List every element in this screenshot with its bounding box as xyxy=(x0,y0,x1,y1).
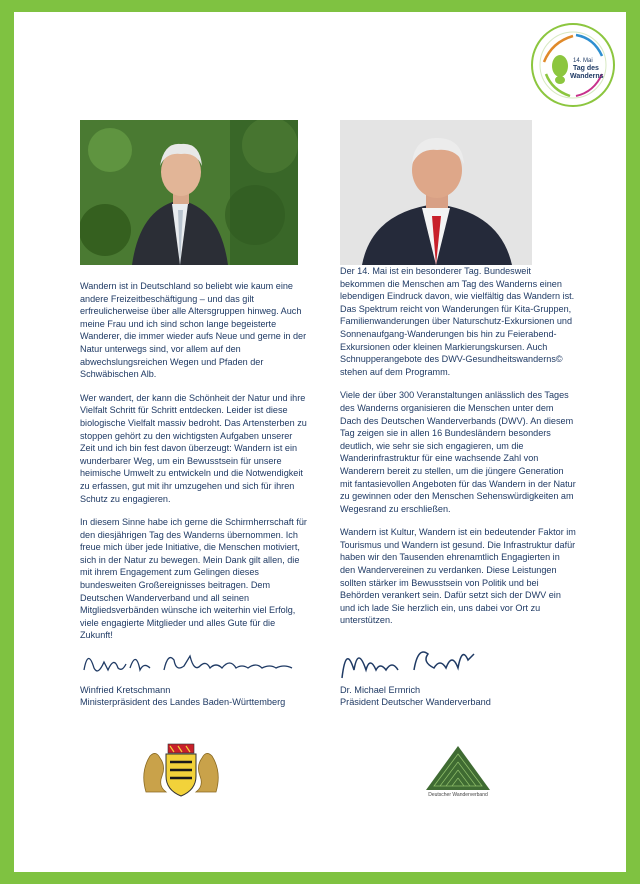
signatory-kretschmann xyxy=(80,684,285,709)
signatory-title: Ministerpräsident des Landes Baden-Württemberg xyxy=(80,697,286,708)
paragraph: In diesem Sinne habe ich gerne die Schirmherrschaft für den diesjährigen Tag des Wanderns übernommen. Ich freue mich über jede Initiative, die Menschen motiviert, sich in der Natur zu bewegen. Mein Dank gilt allen, die mit ihrem Engagement zum Gelingen dieses bundesweiten Großereignisses beitragen. Dem Deutschen Wanderverband und all seinen Mitgliedsverbänden wünsche ich weiterhin viel Erfolg, viele engagierte Mitglieder und alles Gute für die Zukunft! xyxy=(80,517,307,641)
portrait-kretschmann xyxy=(80,120,298,265)
svg-text:Wanderns: Wanderns xyxy=(570,73,604,80)
svg-text:14. Mai: 14. Mai xyxy=(573,58,593,64)
paragraph: Wer wandert, der kann die Schönheit der Natur und ihre Vielfalt Schritt für Schritt entdecken. Leider ist diese biologische Vielfalt massiv bedroht. Das Artensterben zu stoppen gehört zu den wichtigsten Aufgaben unserer Zeit und ich bin fest davon überzeugt: Wandern ist ein wunderbarer Weg, um ein Bewusstsein für unsere heimische Umwelt zu entwickeln und die Notwendigkeit zu erfassen, gut mit ihr umzugehen und sich für ihren Schutz zu engagieren. xyxy=(80,392,307,504)
dwv-label: Deutscher Wanderverband xyxy=(428,792,488,798)
signatory-name: Dr. Michael Ermrich xyxy=(340,685,421,695)
signature-ermrich xyxy=(336,640,486,682)
text-column-ermrich xyxy=(340,265,576,638)
paragraph: Der 14. Mai ist ein besonderer Tag. Bundesweit bekommen die Menschen am Tag des Wanderns einen lebendigen Eindruck davon, wie vielfältig das Wandern ist. Das Spektrum reicht von Wanderungen für Kita-Gruppen, Familienwanderungen über Naturschutz-Exkursionen und Sonnenaufgang-Wanderungen bis hin zu Feierabend-Exkursionen oder kleinen Markierungskursen. Auch Schnupperangebote des DWV-Gesundheitswanderns© stehen auf dem Programm. xyxy=(340,266,575,377)
footprint-icon xyxy=(552,55,568,77)
paragraph: Wandern ist in Deutschland so beliebt wie kaum eine andere Freizeitbeschäftigung – und das gilt erfreulicherweise über alle Altersgruppen hinweg. Auch meine Frau und ich sind schon lange begeisterte Wanderer, die immer wieder aufs Neue und gerne in der Natur unterwegs sind, vor allem auf den abwechslungsreichen Wegen und Pfaden der Schwäbischen Alb. xyxy=(80,281,307,380)
svg-text:Tag des: Tag des xyxy=(573,65,599,72)
portrait-ermrich xyxy=(340,120,532,265)
signatory-title: Präsident Deutscher Wanderverband xyxy=(340,697,491,708)
paragraph: Viele der über 300 Veranstaltungen anlässlich des Tages des Wanderns organisieren die Menschen unter dem Dach des Deutschen Wanderverbands (DWV). An diesem Tag zeigen sie in allen 16 Bundesländern besonders deutlich, wie sehr sie sich engagieren, um die Wanderinfrastruktur für eine wachsende Zahl von Wanderern bereit zu stellen, um die jüngere Generation mit fantasievollen Angeboten für das Wandern in der Natur zu gewinnen oder den Menschen Sehenswürdigkeiten am Wegesrand zu erschließen. xyxy=(340,390,576,514)
signatory-ermrich xyxy=(340,684,491,709)
text-column-kretschmann xyxy=(80,280,308,653)
signature-kretschmann xyxy=(80,642,300,680)
baden-wuerttemberg-crest-icon xyxy=(136,742,226,798)
tag-des-wanderns-logo xyxy=(530,22,616,108)
paragraph: Wandern ist Kultur, Wandern ist ein bedeutender Faktor im Tourismus und Wandern ist gesund. Die Infrastruktur dafür haben wir den Tausenden ehrenamtlich Engagierten in den Wandervereinen zu verdanken. Diese Leistungen sollten stärker im Bewusstsein von Politik und bei Behörden verankert sein. Dafür setzt sich der DWV ein und ich lade Sie herzlich ein, uns dabei vor Ort zu unterstützen. xyxy=(340,527,576,626)
signatory-name: Winfried Kretschmann xyxy=(80,685,171,695)
